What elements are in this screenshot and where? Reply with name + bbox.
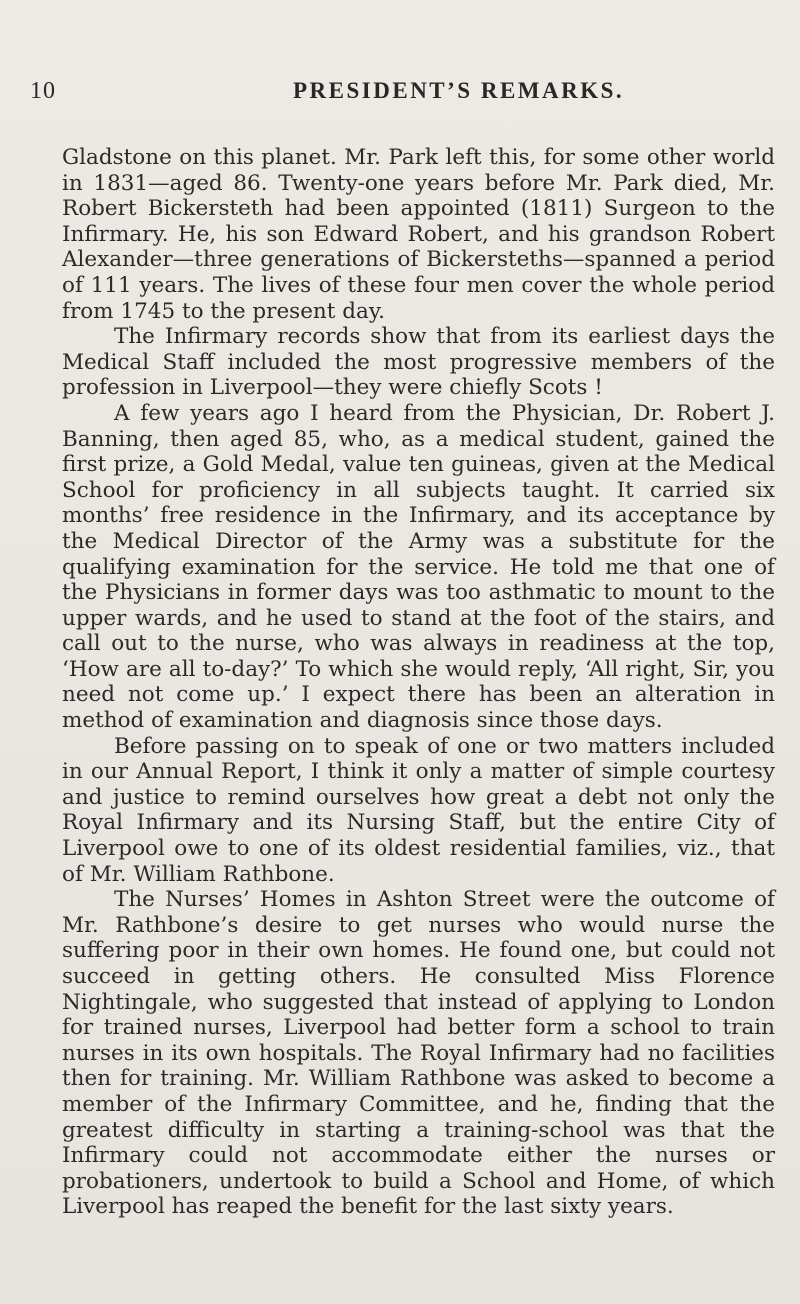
paragraph-infirmary-records: The Infirmary records show that from its earliest days the Medical Staff included the most progressive members of the profession in Liverpool—they were chiefly Scots ! xyxy=(62,324,775,401)
paragraph-dr-banning: A few years ago I heard from the Physician, Dr. Robert J. Banning, then aged 85, who, as a medical student, gained the first prize, a Gold Medal, value ten guineas, given at the Medical School for proficiency in all subjects taught. It carried six months’ free residence in the Infirmary, and its acceptance by the Medical Director of the Army was a substitute for the qualifying examination for the service. He told me that one of the Physicians in former days was too asthmatic to mount to the upper wards, and he used to stand at the foot of the stairs, and call out to the nurse, who was always in readiness at the top, ‘How are all to-day?’ To which she would reply, ‘All right, Sir, you need not come up.’ I expect there has been an alteration in method of examination and diagnosis since those days. xyxy=(62,400,775,734)
running-title: PRESIDENT’S REMARKS. xyxy=(293,78,625,103)
page-number: 10 xyxy=(30,78,56,104)
paragraph-nurses-homes: The Nurses’ Homes in Ashton Street were the outcome of Mr. Rathbone’s desire to get nurses who would nurse the suffering poor in their own homes. He found one, but could not succeed in getting others. He consulted Miss Florence Nightingale, who suggested that instead of applying to London for trained nurses, Liverpool had better form a school to train nurses in its own hospitals. The Royal Infirmary had no facilities then for training. Mr. William Rathbone was asked to become a member of the Infirmary Committee, and he, finding that the greatest difficulty in starting a training-school was that the Infirmary could not accommodate either the nurses or probationers, undertook to build a School and Home, of which Liverpool has reaped the benefit for the last sixty years. xyxy=(62,887,775,1220)
running-head xyxy=(0,78,800,108)
body-text xyxy=(62,145,775,1220)
paragraph-rathbone-debt: Before passing on to speak of one or two matters included in our Annual Report, I think it only a matter of simple courtesy and justice to remind ourselves how great a debt not only the Royal Infirmary and its Nursing Staff, but the entire City of Liverpool owe to one of its oldest residential families, viz., that of Mr. William Rathbone. xyxy=(62,733,775,887)
paragraph-gladstone-park: Gladstone on this planet. Mr. Park left this, for some other world in 1831—aged 86. Twenty-one years before Mr. Park died, Mr. Robert Bickersteth had been appointed (1811) Surgeon to the Infirmary. He, his son Edward Robert, and his grandson Robert Alexander—three generations of Bickersteths—spanned a period of 111 years. The lives of these four men cover the whole period from 1745 to the present day. xyxy=(62,145,775,324)
